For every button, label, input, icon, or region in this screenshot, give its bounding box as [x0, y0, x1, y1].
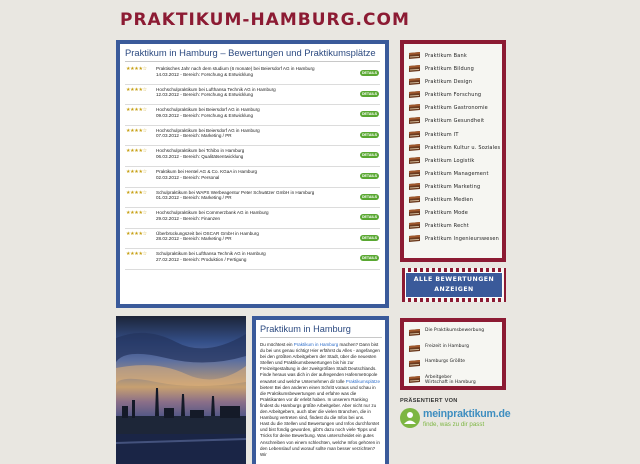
- reviews-panel-inner: [120, 44, 385, 304]
- details-button[interactable]: DETAILS: [361, 112, 378, 117]
- intro-text-part: Hast du die Stellen und Bewertungen und Infos durchforstet und bist fündig geworden, gibt's dazu noch viele Tipps und Tricks für deine Bewerbung. Was unterscheidet ein gutes Anschreiben von einem schlechten, welche Infos gehören in den Lebenslauf und worauf sollte man besser verzichten? Wir: [260, 421, 380, 457]
- sidebar-link-bewerbung[interactable]: [408, 327, 499, 343]
- rating-stars: ★★★★☆: [126, 230, 147, 237]
- extra-links-list: [404, 322, 502, 386]
- book-icon: [408, 360, 421, 367]
- category-link[interactable]: [408, 194, 499, 207]
- category-link[interactable]: [408, 220, 499, 233]
- meinpraktikum-logo-icon: [400, 408, 420, 428]
- category-label: Praktikum Design: [425, 79, 473, 86]
- book-icon: [408, 52, 421, 59]
- details-button[interactable]: DETAILS: [361, 256, 378, 261]
- category-link[interactable]: [408, 76, 499, 89]
- details-button[interactable]: DETAILS: [361, 132, 378, 137]
- book-icon: [408, 376, 421, 383]
- review-text: [156, 87, 356, 98]
- review-row[interactable]: [125, 126, 380, 147]
- review-row[interactable]: [125, 64, 380, 85]
- book-icon: [408, 183, 421, 190]
- category-link[interactable]: [408, 233, 499, 246]
- extra-links-sidebar: [400, 318, 506, 390]
- category-label: Praktikum Logistik: [425, 157, 475, 164]
- book-icon: [408, 345, 421, 352]
- rating-stars: ★★★★☆: [126, 210, 147, 217]
- sidebar-link-label: Freizeit in Hamburg: [425, 343, 470, 349]
- review-title[interactable]: Praktikum bei Hentel AG & Co. KGaA in Hamburg: [156, 168, 258, 174]
- category-link[interactable]: [408, 89, 499, 102]
- sponsor-name: meinpraktikum.de: [423, 408, 511, 420]
- review-text: [156, 190, 356, 201]
- review-meta: 09.03.2012 - Bereich: Forschung & Entwicklung: [156, 112, 254, 118]
- reviews-title: Praktikum in Hamburg – Bewertungen und Praktikumsplätze: [125, 47, 380, 62]
- details-button[interactable]: DETAILS: [361, 153, 378, 158]
- category-link[interactable]: [408, 142, 499, 155]
- all-reviews-button[interactable]: [402, 268, 506, 302]
- sponsor-logo[interactable]: [400, 406, 510, 430]
- sidebar-link-wirtschaft[interactable]: [408, 374, 499, 390]
- sidebar-link-label: Hamburgs Größte: [425, 359, 465, 364]
- person-icon: [400, 408, 420, 428]
- details-button[interactable]: DETAILS: [361, 173, 378, 178]
- review-text: [156, 210, 356, 221]
- book-icon: [408, 196, 421, 203]
- intro-text-part: Du möchtest ein: [260, 342, 294, 347]
- hamburg-harbor-photo: [116, 316, 246, 464]
- review-title[interactable]: Hochschulpraktikum bei Lufthansa Technik AG in Hamburg: [156, 86, 276, 92]
- category-link[interactable]: [408, 102, 499, 115]
- review-text: [156, 148, 356, 159]
- category-link[interactable]: [408, 181, 499, 194]
- category-link[interactable]: [408, 168, 499, 181]
- category-label: Praktikum Bank: [425, 53, 468, 59]
- sidebar-link-freizeit[interactable]: [408, 343, 499, 359]
- category-link[interactable]: [408, 129, 499, 142]
- category-list: [404, 44, 502, 258]
- category-label: Praktikum Medien: [425, 197, 474, 204]
- sponsor-tagline: finde, was zu dir passt: [423, 421, 485, 428]
- review-row[interactable]: [125, 229, 380, 250]
- all-reviews-button-label: ALLE BEWERTUNGEN ANZEIGEN: [405, 272, 503, 298]
- review-meta: 14.03.2012 - Bereich: Forschung & Entwicklung: [156, 71, 254, 77]
- rating-stars: ★★★★☆: [126, 168, 147, 175]
- book-icon: [408, 91, 421, 98]
- category-sidebar: [400, 40, 506, 262]
- review-row[interactable]: [125, 208, 380, 229]
- book-icon: [408, 144, 421, 151]
- praktikumsplaetze-link[interactable]: Praktikumsplätze: [345, 378, 381, 384]
- review-title[interactable]: Hochschulpraktikum bei Beiersdorf AG in Hamburg: [156, 127, 260, 133]
- intro-title: Praktikum in Hamburg: [260, 324, 382, 338]
- details-button[interactable]: DETAILS: [361, 215, 378, 220]
- category-label: Praktikum Bildung: [425, 66, 474, 73]
- review-title[interactable]: Hochschulpraktikum bei Beiersdorf AG in Hamburg: [156, 107, 260, 113]
- review-text: [156, 66, 356, 77]
- sidebar-link-label-line1: Arbeitgeber: [425, 374, 452, 380]
- review-meta: 27.02.2012 - Bereich: Produktion / Fertigung: [156, 256, 247, 262]
- intro-panel-inner: [256, 320, 385, 464]
- rating-stars: ★★★★☆: [126, 107, 147, 114]
- book-icon: [408, 329, 421, 336]
- book-icon: [408, 170, 421, 177]
- review-meta: 29.02.2012 - Bereich: Finanzen: [156, 215, 221, 221]
- category-link[interactable]: [408, 115, 499, 128]
- site-logo[interactable]: PRAKTIKUM-HAMBURG.COM: [120, 10, 410, 30]
- sidebar-link-label: Die Praktikumsbewerbung: [425, 328, 485, 333]
- review-text: [156, 107, 356, 118]
- review-title[interactable]: Überbrückungszeit bei OSCAR GmbH in Hamburg: [156, 230, 259, 236]
- review-row[interactable]: [125, 167, 380, 188]
- intro-text-part: bieten! Bei den anderen einen Schritt voraus und schau in die Praktikumsbewertungen und erfahre was die Praktikanten vor dir erlebt haben. In unserem Ranking findest du Hamburgs größte Arbeitgeber. Aber nicht nur zu den Arbeitgebern, auch über die vielen Branchen, die in Hamburg vertreten sind, findest du die Infos bei uns.: [260, 384, 377, 421]
- review-meta: 28.02.2012 - Bereich: Marketing / PR: [156, 236, 232, 242]
- book-icon: [408, 235, 421, 242]
- sidebar-link-label: [425, 375, 476, 386]
- rating-stars: ★★★★☆: [126, 66, 147, 72]
- review-text: [156, 251, 356, 262]
- reviews-list: [125, 64, 380, 270]
- category-label: Praktikum Recht: [425, 223, 469, 230]
- category-label: Praktikum Forschung: [425, 92, 482, 99]
- review-row[interactable]: [125, 249, 380, 270]
- sponsor-label: PRÄSENTIERT VON: [400, 398, 458, 404]
- review-meta: 02.03.2012 - Bereich: Personal: [156, 174, 220, 180]
- sidebar-link-label-line2: Wirtschaft in Hamburg: [425, 379, 476, 385]
- review-text: [156, 128, 356, 139]
- review-title[interactable]: Hochschulpraktikum bei Commerzbank AG in Hamburg: [156, 210, 269, 216]
- hamburg-skyline-illustration: [116, 316, 246, 464]
- category-label: Praktikum Kultur u. Soziales: [425, 144, 501, 151]
- category-link[interactable]: [408, 207, 499, 220]
- details-button[interactable]: DETAILS: [361, 235, 378, 240]
- review-row[interactable]: [125, 146, 380, 167]
- rating-stars: ★★★★☆: [126, 189, 147, 196]
- details-button[interactable]: DETAILS: [361, 194, 378, 199]
- book-icon: [408, 222, 421, 229]
- review-title[interactable]: Schulpraktikum bei WAPS Werbeagentur Peter Schwätzer GmbH in Hamburg: [156, 189, 315, 195]
- category-link[interactable]: [408, 63, 499, 76]
- category-link[interactable]: [408, 155, 499, 168]
- book-icon: [408, 131, 421, 138]
- rating-stars: ★★★★☆: [126, 148, 147, 155]
- review-title[interactable]: Praktisches Jahr nach dem studium (6 monate) bei Beiersdorf AG in Hamburg: [156, 66, 315, 71]
- review-meta: 01.03.2012 - Bereich: Marketing / PR: [156, 195, 232, 201]
- category-label: Praktikum Gastronomie: [425, 105, 488, 112]
- sidebar-link-groesste[interactable]: [408, 358, 499, 374]
- review-text: [156, 169, 356, 180]
- category-label: Praktikum Gesundheit: [425, 118, 485, 125]
- review-text: [156, 231, 356, 242]
- praktikum-hamburg-link[interactable]: Praktikum in Hamburg: [293, 342, 339, 347]
- book-icon: [408, 78, 421, 85]
- details-button[interactable]: DETAILS: [361, 91, 378, 96]
- review-title[interactable]: Hochschulpraktikum bei Tchibo in Hamburg: [156, 148, 245, 154]
- review-meta: 06.03.2012 - Bereich: Qualitätsentwicklung: [156, 153, 244, 159]
- review-title[interactable]: Schulpraktikum bei Lufthansa Technik AG in Hamburg: [156, 251, 266, 257]
- intro-panel: [252, 316, 389, 464]
- rating-stars: ★★★★☆: [126, 127, 147, 134]
- review-meta: 07.03.2012 - Bereich: Marketing / PR: [156, 133, 232, 139]
- category-label: Praktikum Ingenieurswesen: [425, 236, 500, 243]
- book-icon: [408, 104, 421, 111]
- rating-stars: ★★★★☆: [126, 86, 147, 93]
- reviews-panel: [116, 40, 389, 308]
- details-button[interactable]: DETAILS: [361, 71, 378, 75]
- review-meta: 12.03.2012 - Bereich: Forschung & Entwicklung: [156, 92, 254, 98]
- category-label: Praktikum Marketing: [425, 183, 481, 190]
- book-icon: [408, 65, 421, 72]
- rating-stars: ★★★★☆: [126, 251, 147, 258]
- intro-text: [260, 342, 382, 458]
- category-link[interactable]: [408, 50, 499, 63]
- book-icon: [408, 157, 421, 164]
- review-row[interactable]: [125, 85, 380, 106]
- review-row[interactable]: [125, 105, 380, 126]
- book-icon: [408, 117, 421, 124]
- intro-text-part: machen? Dann bist du bei uns genau richtig! Hier erfährst du Alles - angefangen bei den größten Arbeitgebern der Stadt, über die neuesten Stellen und Praktikumsbewertungen bis hin zur Freizeitgestaltung in der zweitgrößten Stadt Deutschlands. Finde heraus was dich in der aufregenden Hafenmetropole erwartet und welche Unternehmen dir tolle: [260, 342, 380, 384]
- category-label: Praktikum Management: [425, 170, 489, 177]
- category-label: Praktikum IT: [425, 131, 459, 138]
- category-label: Praktikum Mode: [425, 210, 469, 217]
- review-row[interactable]: [125, 188, 380, 209]
- book-icon: [408, 209, 421, 216]
